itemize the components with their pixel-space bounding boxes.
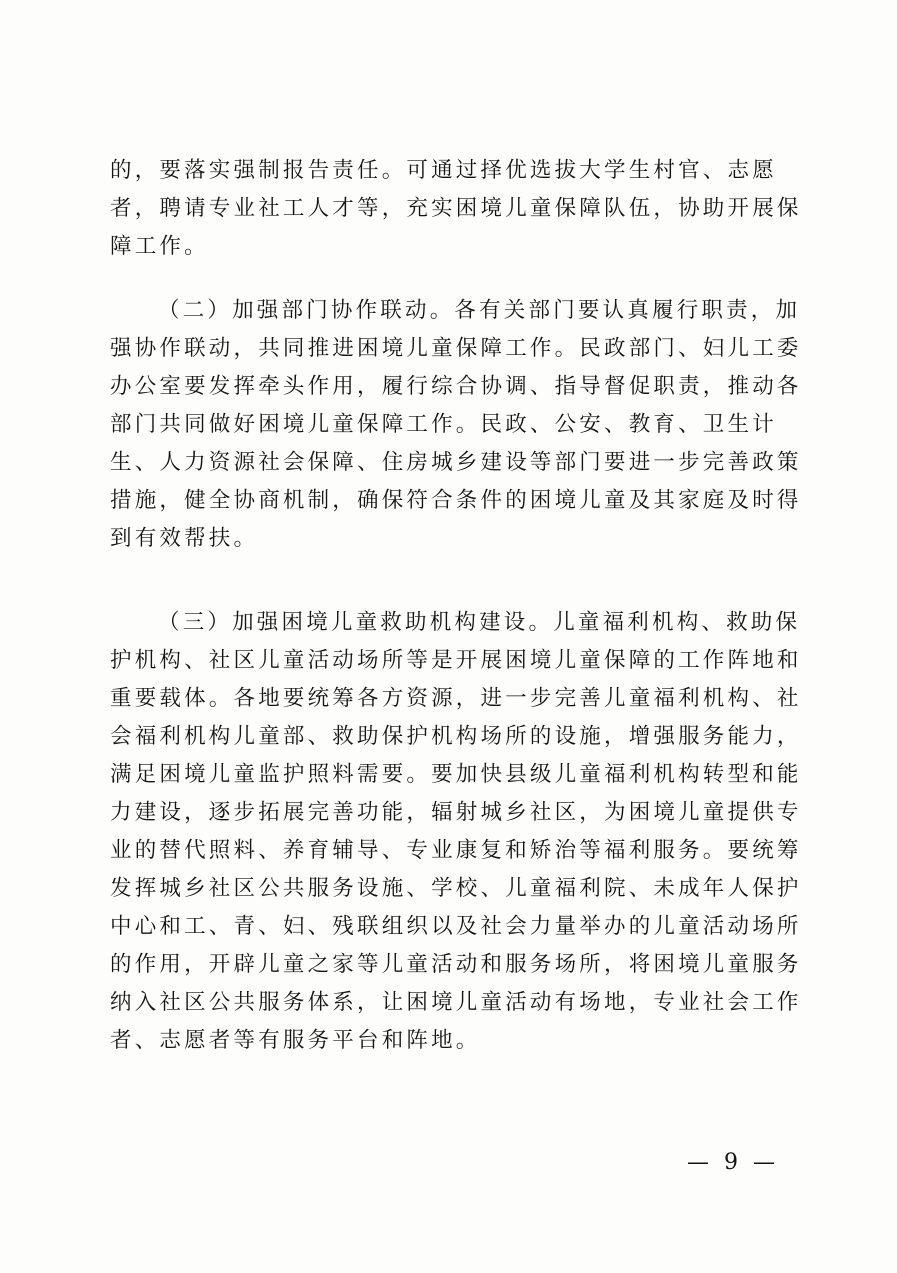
text-line: 发挥城乡社区公共服务设施、学校、儿童福利院、未成年人保护	[110, 876, 802, 901]
text-line: （三）加强困境儿童救助机构建设。儿童福利机构、救助保	[158, 610, 801, 635]
text-line: 业的替代照料、养育辅导、专业康复和矫治等福利服务。要统筹	[110, 838, 802, 863]
text-line: 满足困境儿童监护照料需要。要加快县级儿童福利机构转型和能	[110, 762, 802, 787]
paragraph-continuation	[110, 152, 800, 266]
text-line: 的作用，开辟儿童之家等儿童活动和服务场所，将困境儿童服务	[110, 952, 802, 977]
text-line: 的，要落实强制报告责任。可通过择优选拔大学生村官、志愿	[110, 158, 777, 183]
text-line: 重要载体。各地要统筹各方资源，进一步完善儿童福利机构、社	[110, 686, 802, 711]
text-line: 生、人力资源社会保障、住房城乡建设等部门要进一步完善政策	[110, 450, 802, 475]
text-line: 中心和工、青、妇、残联组织以及社会力量举办的儿童活动场所	[110, 914, 802, 939]
text-line: 强协作联动，共同推进困境儿童保障工作。民政部门、妇儿工委	[110, 336, 802, 361]
paragraph-department-coordination	[110, 292, 800, 558]
text-line: 到有效帮扶。	[110, 526, 259, 551]
text-line: 障工作。	[110, 234, 209, 259]
text-line: 办公室要发挥牵头作用，履行综合协调、指导督促职责，推动各	[110, 374, 802, 399]
text-line: 护机构、社区儿童活动场所等是开展困境儿童保障的工作阵地和	[110, 648, 802, 673]
text-line: 部门共同做好困境儿童保障工作。民政、公安、教育、卫生计	[110, 412, 777, 437]
paragraph-rescue-institutions	[110, 604, 800, 1060]
text-line: （二）加强部门协作联动。各有关部门要认真履行职责，加	[158, 298, 801, 323]
page-number: — 9 —	[687, 1150, 779, 1175]
text-line: 会福利机构儿童部、救助保护机构场所的设施，增强服务能力，	[110, 724, 802, 749]
text-line: 力建设，逐步拓展完善功能，辐射城乡社区，为困境儿童提供专	[110, 800, 802, 825]
text-line: 者，聘请专业社工人才等，充实困境儿童保障队伍，协助开展保	[110, 196, 802, 221]
text-line: 措施，健全协商机制，确保符合条件的困境儿童及其家庭及时得	[110, 488, 802, 513]
text-line: 者、志愿者等有服务平台和阵地。	[110, 1028, 481, 1053]
text-line: 纳入社区公共服务体系，让困境儿童活动有场地，专业社会工作	[110, 990, 802, 1015]
